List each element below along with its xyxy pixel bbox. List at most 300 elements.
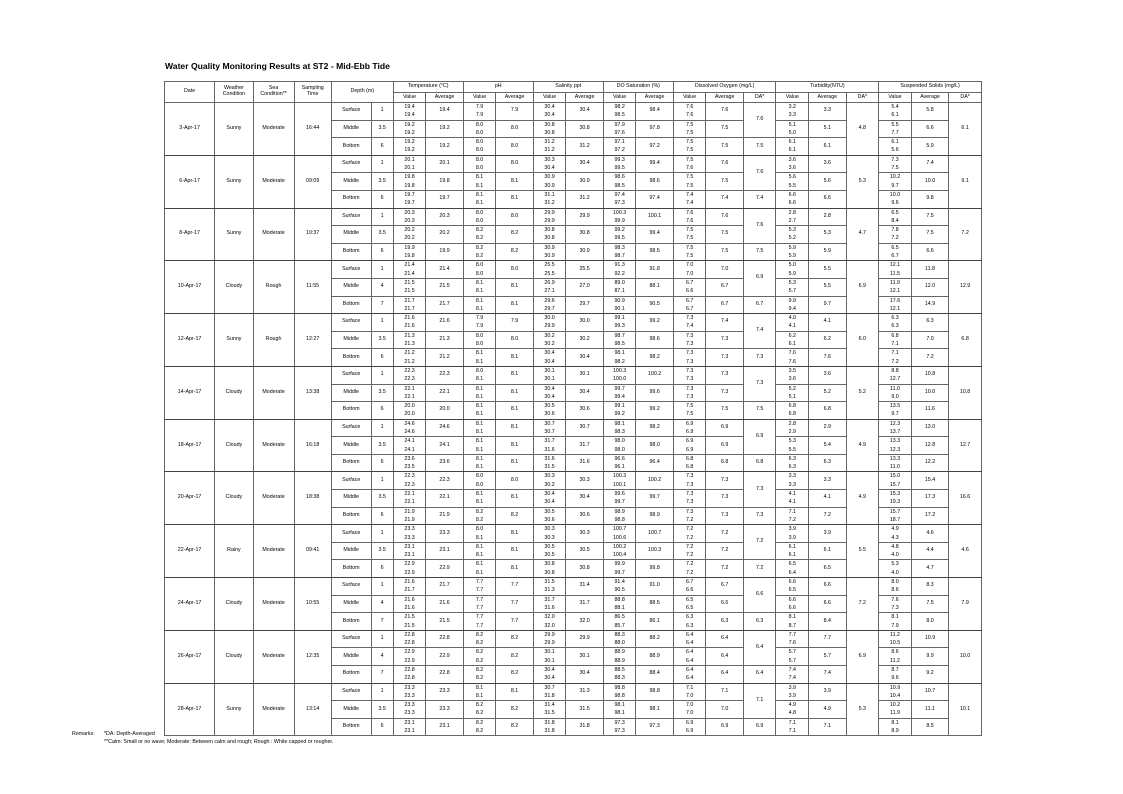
temperature-values <box>393 648 426 666</box>
do-saturation-average: 99.7 <box>636 490 673 508</box>
depth-level-cell: Bottom <box>331 138 371 156</box>
suspended-solids-average: 4.7 <box>911 560 948 578</box>
ph-values-reading-1: 7.7 <box>475 579 484 586</box>
turbidity-da: 6.9 <box>846 261 879 314</box>
suspended-solids-values <box>879 718 912 736</box>
ph-values-reading-2: 8.1 <box>475 499 484 506</box>
turbidity-values-reading-1: 5.1 <box>788 121 796 128</box>
dissolved-oxygen-average: 7.4 <box>706 314 743 332</box>
do-saturation-average: 99.4 <box>636 155 673 173</box>
do-saturation-values-reading-2: 88.9 <box>614 657 625 664</box>
temperature-values <box>393 419 426 437</box>
suspended-solids-values-reading-2: 9.0 <box>891 393 899 400</box>
turbidity-values-reading-2: 7.2 <box>788 516 796 523</box>
dissolved-oxygen-values-reading-2: 7.3 <box>685 376 694 383</box>
temperature-values <box>393 454 426 472</box>
ph-values-reading-2: 8.0 <box>475 129 484 136</box>
do-saturation-average: 88.2 <box>636 630 673 648</box>
do-saturation-values-reading-1: 89.0 <box>614 279 625 286</box>
date-cell: 18-Apr-17 <box>165 419 215 472</box>
ph-values <box>463 578 496 596</box>
depth-value-cell: 1 <box>371 472 393 490</box>
date-cell: 28-Apr-17 <box>165 683 215 736</box>
suspended-solids-average: 10.0 <box>911 173 948 191</box>
ph-values-reading-2: 7.7 <box>475 604 484 611</box>
do-saturation-values <box>603 666 636 684</box>
dissolved-oxygen-values-reading-1: 7.3 <box>685 508 694 515</box>
depth-value-cell: 6 <box>371 190 393 208</box>
ph-values-reading-2: 7.7 <box>475 587 484 594</box>
dissolved-oxygen-values <box>673 701 706 719</box>
date-cell: 20-Apr-17 <box>165 472 215 525</box>
do-saturation-values-reading-2: 96.1 <box>614 464 625 471</box>
do-saturation-values-reading-2: 98.8 <box>614 516 625 523</box>
sea-condition-cell: Moderate <box>253 578 294 631</box>
turbidity-values-reading-2: 4.1 <box>788 499 796 506</box>
do-saturation-average: 97.4 <box>636 190 673 208</box>
sea-condition-cell: Moderate <box>253 155 294 208</box>
suspended-solids-values <box>879 454 912 472</box>
salinity-average: 30.1 <box>566 366 603 384</box>
temperature-average: 21.3 <box>426 331 463 349</box>
suspended-solids-average: 14.9 <box>911 296 948 314</box>
suspended-solids-average: 7.5 <box>911 226 948 244</box>
turbidity-values <box>776 402 809 420</box>
dissolved-oxygen-values-reading-1: 7.5 <box>685 403 694 410</box>
temperature-values-reading-1: 22.8 <box>404 667 415 673</box>
suspended-solids-average: 11.6 <box>911 402 948 420</box>
turbidity-average: 6.5 <box>809 560 846 578</box>
depth-value-cell: 4 <box>371 278 393 296</box>
suspended-solids-values-reading-2: 11.2 <box>890 657 900 664</box>
temperature-values-reading-2: 23.1 <box>404 728 415 735</box>
suspended-solids-values-reading-1: 5.3 <box>891 561 899 568</box>
salinity-values-reading-1: 30.1 <box>544 367 555 374</box>
dissolved-oxygen-average: 7.3 <box>706 349 743 367</box>
temperature-values-reading-2: 21.3 <box>404 341 415 348</box>
depth-level-cell: Surface <box>331 366 371 384</box>
do-saturation-average: 98.1 <box>636 701 673 719</box>
do-saturation-values-reading-1: 91.4 <box>614 579 625 586</box>
turbidity-values-reading-1: 9.9 <box>788 297 796 304</box>
sea-condition-cell: Moderate <box>253 683 294 736</box>
dissolved-oxygen-da: 6.6 <box>743 578 776 613</box>
salinity-values-reading-2: 30.2 <box>544 481 555 488</box>
turbidity-values-reading-2: 2.9 <box>788 428 796 435</box>
ph-values-reading-1: 8.1 <box>475 350 484 357</box>
ph-values-reading-2: 8.1 <box>475 552 484 559</box>
salinity-values <box>533 103 566 121</box>
turbidity-values-reading-1: 7.6 <box>788 350 796 357</box>
dissolved-oxygen-values-reading-2: 6.6 <box>685 288 694 295</box>
salinity-values-reading-1: 30.4 <box>544 104 555 110</box>
dissolved-oxygen-average: 7.5 <box>706 243 743 261</box>
suspended-solids-values-reading-2: 7.3 <box>891 604 899 611</box>
dissolved-oxygen-da: 7.2 <box>743 525 776 560</box>
suspended-solids-values-reading-2: 7.2 <box>891 358 899 365</box>
turbidity-values-reading-2: 6.1 <box>788 147 796 154</box>
salinity-values-reading-1: 31.4 <box>544 702 555 709</box>
ph-values-reading-1: 7.7 <box>475 614 484 621</box>
suspended-solids-average: 7.2 <box>911 349 948 367</box>
ph-values-reading-1: 8.1 <box>475 279 484 286</box>
dissolved-oxygen-values <box>673 384 706 402</box>
temperature-values-reading-1: 22.3 <box>404 367 415 374</box>
dissolved-oxygen-values <box>673 666 706 684</box>
dissolved-oxygen-average: 6.4 <box>706 666 743 684</box>
table-row <box>165 683 982 701</box>
suspended-solids-values-reading-1: 6.3 <box>891 315 899 322</box>
do-saturation-values-reading-2: 88.1 <box>614 604 625 611</box>
do-saturation-average: 100.7 <box>636 525 673 543</box>
suspended-solids-da: 6.1 <box>949 103 982 156</box>
col-header-date: Date <box>165 82 215 103</box>
dissolved-oxygen-average: 7.5 <box>706 173 743 191</box>
weather-cell: Cloudy <box>215 366 254 419</box>
depth-value-cell: 3.5 <box>371 226 393 244</box>
suspended-solids-values <box>879 507 912 525</box>
dissolved-oxygen-bottom-da: 6.3 <box>743 613 776 631</box>
sea-condition-cell: Moderate <box>253 630 294 683</box>
turbidity-average: 9.7 <box>809 296 846 314</box>
ph-values-reading-2: 8.1 <box>475 305 484 312</box>
ph-average: 8.2 <box>496 718 533 736</box>
dissolved-oxygen-values <box>673 507 706 525</box>
ph-values-reading-1: 8.2 <box>475 508 484 515</box>
do-saturation-values-reading-1: 100.3 <box>612 367 627 374</box>
dissolved-oxygen-values <box>673 648 706 666</box>
ph-values-reading-2: 8.0 <box>475 165 484 172</box>
sampling-time-cell: 13:38 <box>294 366 331 419</box>
ph-values-reading-2: 8.0 <box>475 341 484 348</box>
depth-level-cell: Surface <box>331 472 371 490</box>
temperature-values <box>393 718 426 736</box>
depth-level-cell: Surface <box>331 155 371 173</box>
do-saturation-average: 98.5 <box>636 243 673 261</box>
dissolved-oxygen-values-reading-2: 6.6 <box>685 587 694 594</box>
do-saturation-average: 88.5 <box>636 595 673 613</box>
table-row <box>165 630 982 648</box>
salinity-values-reading-1: 30.0 <box>544 315 555 322</box>
do-saturation-average: 97.8 <box>636 120 673 138</box>
salinity-values-reading-2: 31.8 <box>544 692 555 699</box>
do-saturation-values <box>603 648 636 666</box>
dissolved-oxygen-da: 7.6 <box>743 208 776 243</box>
ph-values <box>463 314 496 332</box>
date-cell: 14-Apr-17 <box>165 366 215 419</box>
temperature-average: 19.8 <box>426 173 463 191</box>
suspended-solids-values-reading-2: 6.3 <box>891 323 899 330</box>
temperature-values-reading-1: 22.9 <box>404 561 415 568</box>
suspended-solids-values-reading-2: 8.6 <box>891 587 899 594</box>
salinity-average: 31.7 <box>566 437 603 455</box>
salinity-values-reading-2: 30.4 <box>544 358 555 365</box>
salinity-values-reading-2: 30.4 <box>544 499 555 506</box>
temperature-average: 23.3 <box>426 701 463 719</box>
ph-values-reading-1: 8.0 <box>475 367 484 374</box>
turbidity-values <box>776 472 809 490</box>
turbidity-values-reading-2: 7.1 <box>788 728 796 735</box>
do-saturation-values-reading-1: 97.4 <box>614 191 625 198</box>
turbidity-average: 8.4 <box>809 613 846 631</box>
table-row <box>165 419 982 437</box>
turbidity-values-reading-2: 5.5 <box>788 182 796 189</box>
dissolved-oxygen-values <box>673 296 706 314</box>
ph-values-reading-1: 8.2 <box>475 244 484 251</box>
dissolved-oxygen-average: 6.9 <box>706 718 743 736</box>
dissolved-oxygen-values-reading-2: 7.2 <box>685 516 694 523</box>
dissolved-oxygen-values <box>673 683 706 701</box>
dissolved-oxygen-values-reading-2: 7.5 <box>685 411 694 418</box>
dissolved-oxygen-values <box>673 718 706 736</box>
temperature-values <box>393 701 426 719</box>
suspended-solids-values-reading-1: 6.1 <box>891 139 899 146</box>
turbidity-values <box>776 138 809 156</box>
depth-value-cell: 1 <box>371 208 393 226</box>
dissolved-oxygen-values-reading-2: 7.5 <box>685 253 694 260</box>
do-saturation-values-reading-1: 98.1 <box>614 350 625 357</box>
dissolved-oxygen-bottom-da: 7.3 <box>743 507 776 525</box>
page-title: Water Quality Monitoring Results at ST2 - Mid-Ebb Tide <box>165 61 390 71</box>
turbidity-values-reading-1: 6.2 <box>788 332 796 339</box>
suspended-solids-values-reading-2: 9.6 <box>891 675 899 682</box>
do-saturation-average: 99.6 <box>636 384 673 402</box>
temperature-values <box>393 666 426 684</box>
temperature-values-reading-1: 20.0 <box>404 403 415 410</box>
do-saturation-values <box>603 349 636 367</box>
turbidity-values-reading-1: 6.1 <box>788 139 796 146</box>
turbidity-average: 4.1 <box>809 314 846 332</box>
do-saturation-values-reading-2: 99.5 <box>614 165 625 172</box>
salinity-average: 31.2 <box>566 138 603 156</box>
do-saturation-values-reading-2: 98.5 <box>614 182 625 189</box>
turbidity-values-reading-2: 5.7 <box>788 288 796 295</box>
depth-value-cell: 3.5 <box>371 542 393 560</box>
depth-value-cell: 6 <box>371 718 393 736</box>
ph-values-reading-2: 7.9 <box>475 112 484 119</box>
salinity-average: 31.3 <box>566 683 603 701</box>
dissolved-oxygen-da: 7.6 <box>743 155 776 190</box>
subheader-value: Value <box>463 93 496 103</box>
salinity-values <box>533 454 566 472</box>
table-row <box>165 155 982 173</box>
turbidity-values-reading-2: 7.4 <box>788 675 796 682</box>
temperature-values <box>393 103 426 121</box>
depth-value-cell: 1 <box>371 103 393 121</box>
remarks-da-note: *DA: Depth-Averaged <box>104 731 155 737</box>
suspended-solids-values-reading-2: 11.0 <box>890 464 900 471</box>
suspended-solids-values <box>879 226 912 244</box>
turbidity-values-reading-1: 6.1 <box>788 543 796 550</box>
suspended-solids-average: 9.8 <box>911 190 948 208</box>
ph-average: 8.1 <box>496 490 533 508</box>
suspended-solids-values <box>879 683 912 701</box>
depth-value-cell: 3.5 <box>371 701 393 719</box>
turbidity-values-reading-1: 2.8 <box>788 209 796 216</box>
suspended-solids-values-reading-1: 17.6 <box>889 297 901 304</box>
turbidity-values-reading-1: 6.8 <box>788 403 796 410</box>
dissolved-oxygen-values-reading-2: 7.4 <box>685 200 694 207</box>
weather-cell: Sunny <box>215 155 254 208</box>
dissolved-oxygen-values-reading-1: 6.9 <box>685 420 694 427</box>
do-saturation-values-reading-2: 98.7 <box>614 253 625 260</box>
dissolved-oxygen-values <box>673 419 706 437</box>
suspended-solids-values-reading-1: 7.3 <box>891 156 899 163</box>
ph-values-reading-1: 8.2 <box>475 649 484 656</box>
salinity-values-reading-2: 30.4 <box>544 112 555 119</box>
dissolved-oxygen-average: 7.3 <box>706 331 743 349</box>
temperature-average: 22.8 <box>426 630 463 648</box>
salinity-values-reading-2: 29.9 <box>544 323 555 330</box>
suspended-solids-values-reading-2: 6.7 <box>891 253 899 260</box>
weather-cell: Cloudy <box>215 630 254 683</box>
turbidity-values-reading-2: 5.0 <box>788 129 796 136</box>
ph-values-reading-2: 8.2 <box>475 675 484 682</box>
do-saturation-values-reading-1: 98.8 <box>614 684 625 691</box>
turbidity-values <box>776 648 809 666</box>
suspended-solids-values-reading-1: 15.3 <box>889 491 901 498</box>
ph-average: 8.1 <box>496 683 533 701</box>
depth-value-cell: 4 <box>371 648 393 666</box>
dissolved-oxygen-values-reading-1: 7.3 <box>685 385 694 392</box>
salinity-values-reading-1: 30.5 <box>544 543 555 550</box>
temperature-values-reading-2: 21.7 <box>404 587 415 594</box>
dissolved-oxygen-values-reading-2: 6.3 <box>685 622 694 629</box>
temperature-values-reading-2: 22.1 <box>404 499 415 506</box>
turbidity-values-reading-1: 3.9 <box>788 526 796 533</box>
temperature-values <box>393 314 426 332</box>
turbidity-average: 5.1 <box>809 120 846 138</box>
salinity-values <box>533 120 566 138</box>
turbidity-values <box>776 525 809 543</box>
salinity-values-reading-1: 30.7 <box>544 420 555 427</box>
suspended-solids-values <box>879 613 912 631</box>
turbidity-values <box>776 173 809 191</box>
do-saturation-values-reading-1: 88.5 <box>614 667 625 673</box>
temperature-values-reading-2: 23.5 <box>404 464 415 471</box>
salinity-values-reading-1: 30.3 <box>544 526 555 533</box>
temperature-values-reading-1: 23.3 <box>404 684 415 691</box>
dissolved-oxygen-values-reading-1: 6.7 <box>685 297 694 304</box>
ph-average: 8.1 <box>496 349 533 367</box>
dissolved-oxygen-values <box>673 578 706 596</box>
temperature-average: 22.1 <box>426 490 463 508</box>
dissolved-oxygen-values <box>673 472 706 490</box>
ph-values <box>463 701 496 719</box>
ph-average: 8.1 <box>496 454 533 472</box>
sampling-time-cell: 10:55 <box>294 578 331 631</box>
sea-condition-cell: Moderate <box>253 525 294 578</box>
ph-values-reading-2: 8.1 <box>475 569 484 576</box>
do-saturation-values-reading-1: 99.1 <box>614 403 625 410</box>
do-saturation-average: 90.5 <box>636 296 673 314</box>
suspended-solids-values <box>879 261 912 279</box>
dissolved-oxygen-values-reading-1: 7.4 <box>685 191 694 198</box>
do-saturation-values <box>603 630 636 648</box>
ph-values-reading-2: 8.2 <box>475 253 484 260</box>
dissolved-oxygen-values <box>673 630 706 648</box>
do-saturation-values <box>603 701 636 719</box>
dissolved-oxygen-values-reading-2: 6.9 <box>685 728 694 735</box>
do-saturation-average: 98.8 <box>636 683 673 701</box>
turbidity-da: 5.3 <box>846 683 879 736</box>
turbidity-values-reading-2: 6.1 <box>788 552 796 559</box>
temperature-average: 21.4 <box>426 261 463 279</box>
do-saturation-values <box>603 419 636 437</box>
weather-cell: Cloudy <box>215 578 254 631</box>
do-saturation-average: 86.1 <box>636 613 673 631</box>
sampling-time-cell: 16:44 <box>294 103 331 156</box>
suspended-solids-average: 4.4 <box>911 542 948 560</box>
ph-values-reading-1: 8.1 <box>475 385 484 392</box>
dissolved-oxygen-da: 7.4 <box>743 314 776 349</box>
do-saturation-average: 98.2 <box>636 419 673 437</box>
depth-level-cell: Bottom <box>331 402 371 420</box>
depth-value-cell: 1 <box>371 314 393 332</box>
turbidity-values <box>776 349 809 367</box>
dissolved-oxygen-values <box>673 226 706 244</box>
salinity-values-reading-1: 32.0 <box>544 614 555 621</box>
turbidity-average: 3.3 <box>809 472 846 490</box>
ph-values <box>463 208 496 226</box>
temperature-values <box>393 437 426 455</box>
date-cell: 22-Apr-17 <box>165 525 215 578</box>
suspended-solids-values-reading-1: 8.1 <box>891 614 899 621</box>
depth-level-cell: Surface <box>331 525 371 543</box>
ph-average: 7.7 <box>496 578 533 596</box>
temperature-values <box>393 190 426 208</box>
depth-level-cell: Middle <box>331 384 371 402</box>
salinity-values-reading-1: 31.7 <box>544 596 555 603</box>
subheader-average: Average <box>911 93 948 103</box>
turbidity-values <box>776 701 809 719</box>
do-saturation-values-reading-1: 100.7 <box>612 526 627 533</box>
turbidity-values <box>776 296 809 314</box>
turbidity-values <box>776 331 809 349</box>
remarks <box>72 730 333 747</box>
suspended-solids-values <box>879 490 912 508</box>
salinity-values <box>533 366 566 384</box>
ph-average: 8.2 <box>496 507 533 525</box>
suspended-solids-values-reading-2: 4.0 <box>891 569 899 576</box>
do-saturation-average: 100.3 <box>636 542 673 560</box>
temperature-average: 19.2 <box>426 138 463 156</box>
do-saturation-values-reading-2: 100.4 <box>612 552 627 559</box>
dissolved-oxygen-average: 7.3 <box>706 366 743 384</box>
dissolved-oxygen-values-reading-2: 6.4 <box>685 675 694 682</box>
temperature-values <box>393 578 426 596</box>
suspended-solids-values <box>879 595 912 613</box>
ph-average: 8.0 <box>496 261 533 279</box>
salinity-values-reading-1: 30.8 <box>544 227 555 234</box>
dissolved-oxygen-bottom-da: 6.4 <box>743 666 776 684</box>
turbidity-average: 7.4 <box>809 666 846 684</box>
salinity-values-reading-2: 31.2 <box>544 200 555 207</box>
temperature-values-reading-1: 21.4 <box>404 262 415 269</box>
salinity-values-reading-2: 30.2 <box>544 341 555 348</box>
dissolved-oxygen-values-reading-1: 7.1 <box>685 684 694 691</box>
temperature-values-reading-2: 23.1 <box>404 552 415 559</box>
depth-level-cell: Bottom <box>331 718 371 736</box>
dissolved-oxygen-values <box>673 525 706 543</box>
suspended-solids-average: 10.8 <box>911 366 948 384</box>
suspended-solids-values <box>879 384 912 402</box>
sea-condition-cell: Moderate <box>253 103 294 156</box>
suspended-solids-values-reading-2: 18.7 <box>889 516 901 523</box>
do-saturation-values-reading-2: 98.3 <box>614 428 625 435</box>
suspended-solids-average: 6.6 <box>911 243 948 261</box>
dissolved-oxygen-values-reading-1: 7.5 <box>685 174 694 181</box>
